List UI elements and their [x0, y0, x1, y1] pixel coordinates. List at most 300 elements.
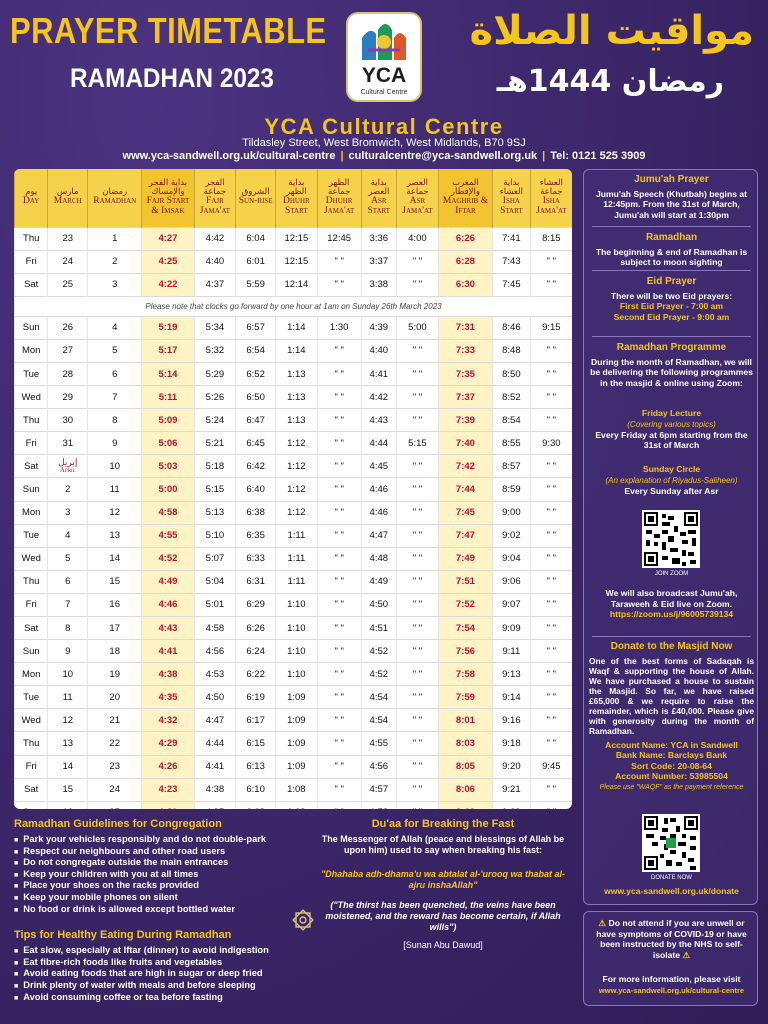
table-cell: 1:14 — [275, 339, 317, 362]
table-row — [15, 640, 573, 663]
jumuah-heading: Jumu'ah Prayer — [634, 174, 709, 185]
table-cell: 4:32 — [142, 709, 194, 732]
table-row — [15, 778, 573, 801]
bank-name: Bank Name: Barclays Bank — [615, 750, 728, 761]
table-cell: 11 — [88, 478, 142, 501]
zoom-link[interactable]: https://zoom.us/j/96005739134 — [609, 609, 734, 620]
table-cell: 5:03 — [142, 455, 194, 478]
table-cell: 12:15 — [275, 227, 317, 250]
table-cell: 11 — [48, 686, 88, 709]
donate-text: One of the best forms of Sadaqah is Waqf & supporting the house of Allah. We have purchased a house to sustain the Masjid. So far, we have raised £65,000 & we require to raise the remainder, which is £40,000. Please give with generosity during the month of Ramadhan. — [589, 655, 754, 737]
table-cell: 5:32 — [194, 339, 236, 362]
table-cell: 7:43 — [493, 250, 531, 273]
sunday-text: Every Sunday after Asr — [624, 485, 719, 496]
table-cell: 4:38 — [142, 663, 194, 686]
list-item: ■ Keep your children with you at all times — [14, 869, 304, 881]
dua-transliteration: "Dhahaba adh-dhama'u wa abtalat al-'urooq wa thabat al-ajru inshaAllah" — [320, 868, 566, 891]
column-header — [88, 169, 142, 227]
table-cell: 7:42 — [438, 455, 492, 478]
table-cell: 5:29 — [194, 362, 236, 385]
column-header — [48, 169, 88, 227]
table-cell: 8:57 — [493, 455, 531, 478]
table-cell: 5:09 — [142, 409, 194, 432]
table-row — [15, 732, 573, 755]
table-cell: 9:07 — [493, 593, 531, 616]
column-header — [493, 169, 531, 227]
programme-section — [584, 342, 759, 389]
table-cell: Sat — [15, 455, 48, 478]
table-cell: " " — [397, 386, 439, 409]
table-cell: 8:46 — [493, 316, 531, 339]
table-cell: 1:11 — [275, 570, 317, 593]
friday-heading: Friday Lecture — [641, 408, 702, 418]
table-cell: 8:52 — [493, 386, 531, 409]
table-cell: 7 — [48, 593, 88, 616]
eid-first: First Eid Prayer - 7:00 am — [619, 301, 724, 312]
month-en: April — [59, 466, 76, 475]
table-cell: 23 — [88, 755, 142, 778]
table-cell: 4 — [48, 524, 88, 547]
table-cell: 9:11 — [493, 640, 531, 663]
eid-heading: Eid Prayer — [646, 276, 697, 287]
jumuah-text: Jumu'ah Speech (Khutbah) begins at 12:45pm. From the 31st of March, Jumu'ah will start at 1:30pm — [595, 188, 748, 220]
broadcast-info — [584, 588, 759, 620]
table-cell: 16 — [88, 593, 142, 616]
friday-lecture — [584, 408, 759, 451]
donate-link-row — [584, 886, 759, 897]
table-cell: 1:10 — [275, 617, 317, 640]
table-cell: 4:58 — [142, 501, 194, 524]
table-cell: 4:55 — [361, 732, 396, 755]
table-row — [15, 316, 573, 339]
ornament-icon — [289, 906, 317, 934]
table-cell: Mon — [15, 339, 48, 362]
table-cell: 6:52 — [236, 362, 276, 385]
table-cell: 6:13 — [236, 755, 276, 778]
table-cell: " " — [317, 524, 361, 547]
table-cell: " " — [530, 570, 572, 593]
table-cell: 7:49 — [438, 547, 492, 570]
table-cell: " " — [397, 709, 439, 732]
table-cell: 4:44 — [194, 732, 236, 755]
table-cell: " " — [530, 250, 572, 273]
table-row — [15, 478, 573, 501]
table-cell: 9:13 — [493, 663, 531, 686]
table-cell: " " — [530, 524, 572, 547]
column-header-en: Asr Start — [367, 195, 391, 216]
table-cell: 4:47 — [194, 709, 236, 732]
column-header-ar: الفجر جماعة — [203, 177, 227, 197]
table-cell: " " — [397, 686, 439, 709]
column-header-en: Dhuhr Start — [282, 195, 310, 216]
table-cell: 15 — [88, 570, 142, 593]
table-cell: 15 — [48, 778, 88, 801]
table-cell: 6:45 — [236, 432, 276, 455]
table-cell: 4:41 — [361, 362, 396, 385]
table-cell: 9:04 — [493, 547, 531, 570]
table-cell: 7:51 — [438, 570, 492, 593]
list-item: ■ Avoid eating foods that are high in sugar or deep fried — [14, 968, 304, 980]
more-info — [584, 974, 759, 995]
table-cell: 6:38 — [236, 501, 276, 524]
table-cell: 7:56 — [438, 640, 492, 663]
table-cell: 1:30 — [317, 316, 361, 339]
table-cell: 5:15 — [397, 432, 439, 455]
table-cell: " " — [397, 339, 439, 362]
dua-source: [Sunan Abu Dawud] — [403, 939, 483, 950]
table-cell: Sat — [15, 617, 48, 640]
sunday-sub: (An explanation of Riyadus-Saliheen) — [605, 475, 738, 485]
table-cell: 1:09 — [275, 709, 317, 732]
covid-text: Do not attend if you are unwell or have symptoms of COVID-19 or have been instructed by the NHS to self-isolate — [596, 918, 747, 961]
table-cell — [317, 801, 361, 809]
table-cell: 17 — [88, 617, 142, 640]
table-cell: 4:35 — [142, 686, 194, 709]
column-header-en: Sun-rise — [238, 196, 273, 207]
guidelines-list — [14, 834, 304, 915]
friday-text: Every Friday at 6pm starting from the 31st of March — [595, 429, 748, 451]
guidelines-heading: Ramadhan Guidelines for Congregation — [14, 818, 222, 830]
table-cell: " " — [530, 709, 572, 732]
table-cell: 4:50 — [361, 593, 396, 616]
table-row — [15, 547, 573, 570]
column-header-ar: العشاء جماعة — [539, 177, 563, 197]
table-cell: Sun — [15, 478, 48, 501]
phone-number: Tel: 0121 525 3909 — [550, 150, 646, 162]
table-cell: 7:31 — [438, 316, 492, 339]
table-cell: " " — [317, 250, 361, 273]
table-cell: " " — [530, 640, 572, 663]
table-cell — [48, 455, 88, 478]
table-cell: 3:38 — [361, 273, 396, 296]
table-cell: 24 — [88, 778, 142, 801]
table-cell: 6:15 — [236, 732, 276, 755]
table-cell: " " — [397, 547, 439, 570]
table-cell: Fri — [15, 432, 48, 455]
table-cell: 1:14 — [275, 316, 317, 339]
table-cell: 9:21 — [493, 778, 531, 801]
table-cell: " " — [317, 778, 361, 801]
table-cell: 7:45 — [493, 273, 531, 296]
table-cell: 1:13 — [275, 386, 317, 409]
table-cell: Thu — [15, 570, 48, 593]
table-cell: 4:55 — [142, 524, 194, 547]
table-cell: 4:47 — [361, 524, 396, 547]
donate-qr-code[interactable] — [642, 814, 700, 872]
table-cell: 28 — [48, 362, 88, 385]
table-cell — [48, 801, 88, 809]
table-cell: 18 — [88, 640, 142, 663]
table-cell: 5:19 — [142, 316, 194, 339]
clock-change-note-row — [15, 296, 573, 316]
table-cell: 8:55 — [493, 432, 531, 455]
table-cell: 2 — [48, 478, 88, 501]
table-cell: 4:23 — [142, 778, 194, 801]
table-cell: " " — [397, 570, 439, 593]
table-cell: 6 — [88, 362, 142, 385]
table-cell: 1:12 — [275, 478, 317, 501]
table-cell: 6:57 — [236, 316, 276, 339]
table-cell: 1:10 — [275, 593, 317, 616]
column-header — [317, 169, 361, 227]
table-cell: " " — [317, 593, 361, 616]
month-ar: إبريل — [58, 457, 78, 468]
table-cell: 4:38 — [194, 778, 236, 801]
column-header — [194, 169, 236, 227]
donate-now-caption: DONATE NOW — [651, 875, 692, 881]
table-cell: " " — [317, 709, 361, 732]
table-cell: 22 — [88, 732, 142, 755]
table-cell: Thu — [15, 227, 48, 250]
table-cell: 9:20 — [493, 755, 531, 778]
table-cell: 9:18 — [493, 732, 531, 755]
table-cell: 9:09 — [493, 617, 531, 640]
table-cell: 6:28 — [438, 250, 492, 273]
account-number: Account Number: 53985504 — [615, 771, 728, 782]
list-item: ■ Park your vehicles responsibly and do not double-park — [14, 834, 304, 846]
logo-emblem-icon — [356, 20, 412, 64]
payment-reference: Please use "WAQF" as the payment reference — [599, 784, 744, 792]
table-cell — [236, 801, 276, 809]
centre-name: YCA Cultural Centre — [264, 114, 504, 139]
table-cell: " " — [530, 663, 572, 686]
donate-heading: Donate to the Masjid Now — [610, 641, 733, 652]
table-cell: 7:54 — [438, 617, 492, 640]
donate-link[interactable]: www.yca-sandwell.org.uk/donate — [604, 886, 739, 896]
table-cell: Thu — [15, 732, 48, 755]
table-cell: Sat — [15, 273, 48, 296]
list-item: ■ Drink plenty of water with meals and before sleeping — [14, 980, 304, 992]
table-cell: Tue — [15, 524, 48, 547]
list-item: ■ Place your shoes on the racks provided — [14, 880, 304, 892]
table-cell: 27 — [48, 339, 88, 362]
ramadhan-section — [584, 232, 759, 268]
table-row — [15, 501, 573, 524]
subtitle-ar: رمضان 1444هـ — [496, 64, 724, 99]
table-cell: 8 — [88, 409, 142, 432]
table-cell: 10 — [48, 663, 88, 686]
table-cell: 7:44 — [438, 478, 492, 501]
table-cell: 8:48 — [493, 339, 531, 362]
eid-second: Second Eid Prayer - 9:00 am — [613, 311, 730, 322]
table-cell: 9:15 — [530, 316, 572, 339]
table-cell: 6:50 — [236, 386, 276, 409]
table-cell: 4:44 — [361, 432, 396, 455]
table-cell: Sat — [15, 778, 48, 801]
table-cell: 5 — [48, 547, 88, 570]
ramadhan-heading: Ramadhan — [645, 232, 698, 243]
table-cell: 4:40 — [361, 339, 396, 362]
table-cell — [194, 801, 236, 809]
table-cell: " " — [317, 273, 361, 296]
list-item: ■ Respect our neighbours and other road users — [14, 846, 304, 858]
table-cell: Mon — [15, 501, 48, 524]
sunday-circle — [584, 464, 759, 496]
list-item: ■ Do not congregate outside the main entrances — [14, 857, 304, 869]
jumuah-section — [584, 174, 759, 221]
table-cell: " " — [397, 593, 439, 616]
table-cell: 12 — [88, 501, 142, 524]
table-cell: 6:33 — [236, 547, 276, 570]
table-cell: 1:13 — [275, 409, 317, 432]
column-header-ar: الشروق — [241, 187, 270, 198]
table-cell: 6:42 — [236, 455, 276, 478]
logo-text: YCA — [361, 64, 407, 87]
more-info-link[interactable]: www.yca-sandwell.org.uk/cultural-centre — [598, 985, 745, 995]
title-en: PRAYER TIMETABLE — [10, 10, 327, 51]
table-body — [15, 227, 573, 809]
table-cell: 5:15 — [194, 478, 236, 501]
table-cell: 4:29 — [142, 732, 194, 755]
timetable-table — [14, 169, 572, 809]
table-cell — [142, 801, 194, 809]
table-cell: " " — [317, 617, 361, 640]
list-item: ■ Avoid consuming coffee or tea before fasting — [14, 992, 304, 1004]
column-header — [361, 169, 396, 227]
table-cell: 1:10 — [275, 663, 317, 686]
table-cell: " " — [317, 386, 361, 409]
table-cell: 13 — [48, 732, 88, 755]
table-cell: 14 — [48, 755, 88, 778]
table-cell: 4:37 — [194, 273, 236, 296]
address: Tildasley Street, West Bromwich, West Midlands, B70 9SJ — [242, 137, 526, 149]
table-cell: 6:10 — [236, 778, 276, 801]
table-cell: 12:14 — [275, 273, 317, 296]
table-cell: 14 — [88, 547, 142, 570]
table-row — [15, 524, 573, 547]
table-cell: 1:11 — [275, 524, 317, 547]
warning-icon: ⚠ — [598, 918, 607, 928]
table-cell: " " — [317, 409, 361, 432]
table-cell: 1:10 — [275, 640, 317, 663]
table-cell: 4:26 — [142, 755, 194, 778]
column-header-ar: رمضان — [102, 187, 128, 198]
table-cell: 10 — [88, 455, 142, 478]
table-cell: 30 — [48, 409, 88, 432]
column-header-en: Isha Jama'at — [536, 195, 567, 216]
table-cell: Wed — [15, 709, 48, 732]
table-cell: " " — [397, 617, 439, 640]
table-cell: 7 — [88, 386, 142, 409]
table-cell: 8:59 — [493, 478, 531, 501]
table-row — [15, 663, 573, 686]
table-cell: 7:39 — [438, 409, 492, 432]
table-cell: " " — [397, 778, 439, 801]
list-item: ■ Eat slow, especially at Iftar (dinner) to avoid indigestion — [14, 945, 304, 957]
table-cell: 4:25 — [142, 250, 194, 273]
list-item: ■ Keep your mobile phones on silent — [14, 892, 304, 904]
column-header-en: Day — [23, 196, 40, 207]
table-cell: 4:51 — [361, 617, 396, 640]
join-zoom-caption: JOIN ZOOM — [654, 571, 689, 577]
email-link[interactable]: culturalcentre@yca-sandwell.org.uk — [348, 150, 538, 162]
table-cell: " " — [397, 501, 439, 524]
table-cell: 12:15 — [275, 250, 317, 273]
column-header-en: Fajr Jama'at — [199, 195, 231, 216]
divider — [592, 336, 751, 337]
table-cell: 4 — [88, 316, 142, 339]
table-cell: 5:01 — [194, 593, 236, 616]
table-cell: 5:13 — [194, 501, 236, 524]
dua-block — [320, 818, 566, 950]
table-cell: 7:52 — [438, 593, 492, 616]
yca-logo — [346, 12, 422, 102]
table-cell: 4:41 — [194, 755, 236, 778]
more-info-text: For more information, please visit — [602, 974, 741, 984]
table-cell: " " — [530, 362, 572, 385]
table-cell — [275, 801, 317, 809]
table-cell: 3:37 — [361, 250, 396, 273]
table-cell: " " — [530, 593, 572, 616]
column-header-en: Isha Start — [500, 195, 523, 216]
column-header-ar: مارس — [56, 187, 79, 198]
table-row — [15, 617, 573, 640]
column-header — [397, 169, 439, 227]
eating-heading: Tips for Healthy Eating During Ramadhan — [14, 929, 232, 942]
friday-sub: (Covering various topics) — [627, 419, 716, 429]
table-row — [15, 455, 573, 478]
column-header-en: Dhuhr Jama'at — [323, 195, 355, 216]
table-cell: 4:56 — [361, 755, 396, 778]
column-header-ar: العصر جماعة — [406, 177, 429, 197]
table-cell: 4:42 — [361, 386, 396, 409]
table-cell: 4:52 — [142, 547, 194, 570]
table-cell: 24 — [48, 250, 88, 273]
guidelines-block — [14, 818, 304, 1014]
table-row — [15, 386, 573, 409]
table-cell: " " — [397, 478, 439, 501]
table-cell: " " — [397, 455, 439, 478]
table-cell: 5:14 — [142, 362, 194, 385]
table-cell: 6:24 — [236, 640, 276, 663]
table-cell: 4:43 — [142, 617, 194, 640]
table-cell: Fri — [15, 250, 48, 273]
table-cell: 26 — [48, 316, 88, 339]
table-cell: " " — [397, 409, 439, 432]
table-cell: " " — [397, 250, 439, 273]
table-cell: 6:04 — [236, 227, 276, 250]
table-cell: 4:58 — [194, 617, 236, 640]
table-cell: 4:41 — [142, 640, 194, 663]
table-cell: 6:17 — [236, 709, 276, 732]
table-cell: " " — [317, 432, 361, 455]
dua-intro: The Messenger of Allah (peace and blessings of Allah be upon him) used to say when breaking his fast: — [321, 834, 565, 856]
table-cell: 4:52 — [361, 640, 396, 663]
table-cell: 6:35 — [236, 524, 276, 547]
broadcast-text: We will also broadcast Jumu'ah, Taraweeh & Eid live on Zoom. — [605, 588, 738, 609]
column-header-en: Asr Jama'at — [402, 195, 433, 216]
table-cell: 4:46 — [361, 478, 396, 501]
table-cell: 4:46 — [361, 501, 396, 524]
table-cell: 8:05 — [438, 755, 492, 778]
table-cell: 8:03 — [438, 732, 492, 755]
table-cell: 9 — [88, 432, 142, 455]
table-cell: 1 — [88, 227, 142, 250]
table-cell: " " — [397, 524, 439, 547]
table-cell: 4:22 — [142, 273, 194, 296]
column-header — [236, 169, 276, 227]
covid-panel — [583, 911, 758, 1006]
table-cell: " " — [317, 362, 361, 385]
zoom-qr-code[interactable] — [642, 510, 700, 568]
table-cell: 5:06 — [142, 432, 194, 455]
table-cell: 4:54 — [361, 709, 396, 732]
table-cell: 6 — [48, 570, 88, 593]
table-cell: 6:26 — [438, 227, 492, 250]
website-link[interactable]: www.yca-sandwell.org.uk/cultural-centre — [122, 150, 336, 162]
table-cell — [530, 801, 572, 809]
warning-icon: ⚠ — [682, 950, 691, 961]
